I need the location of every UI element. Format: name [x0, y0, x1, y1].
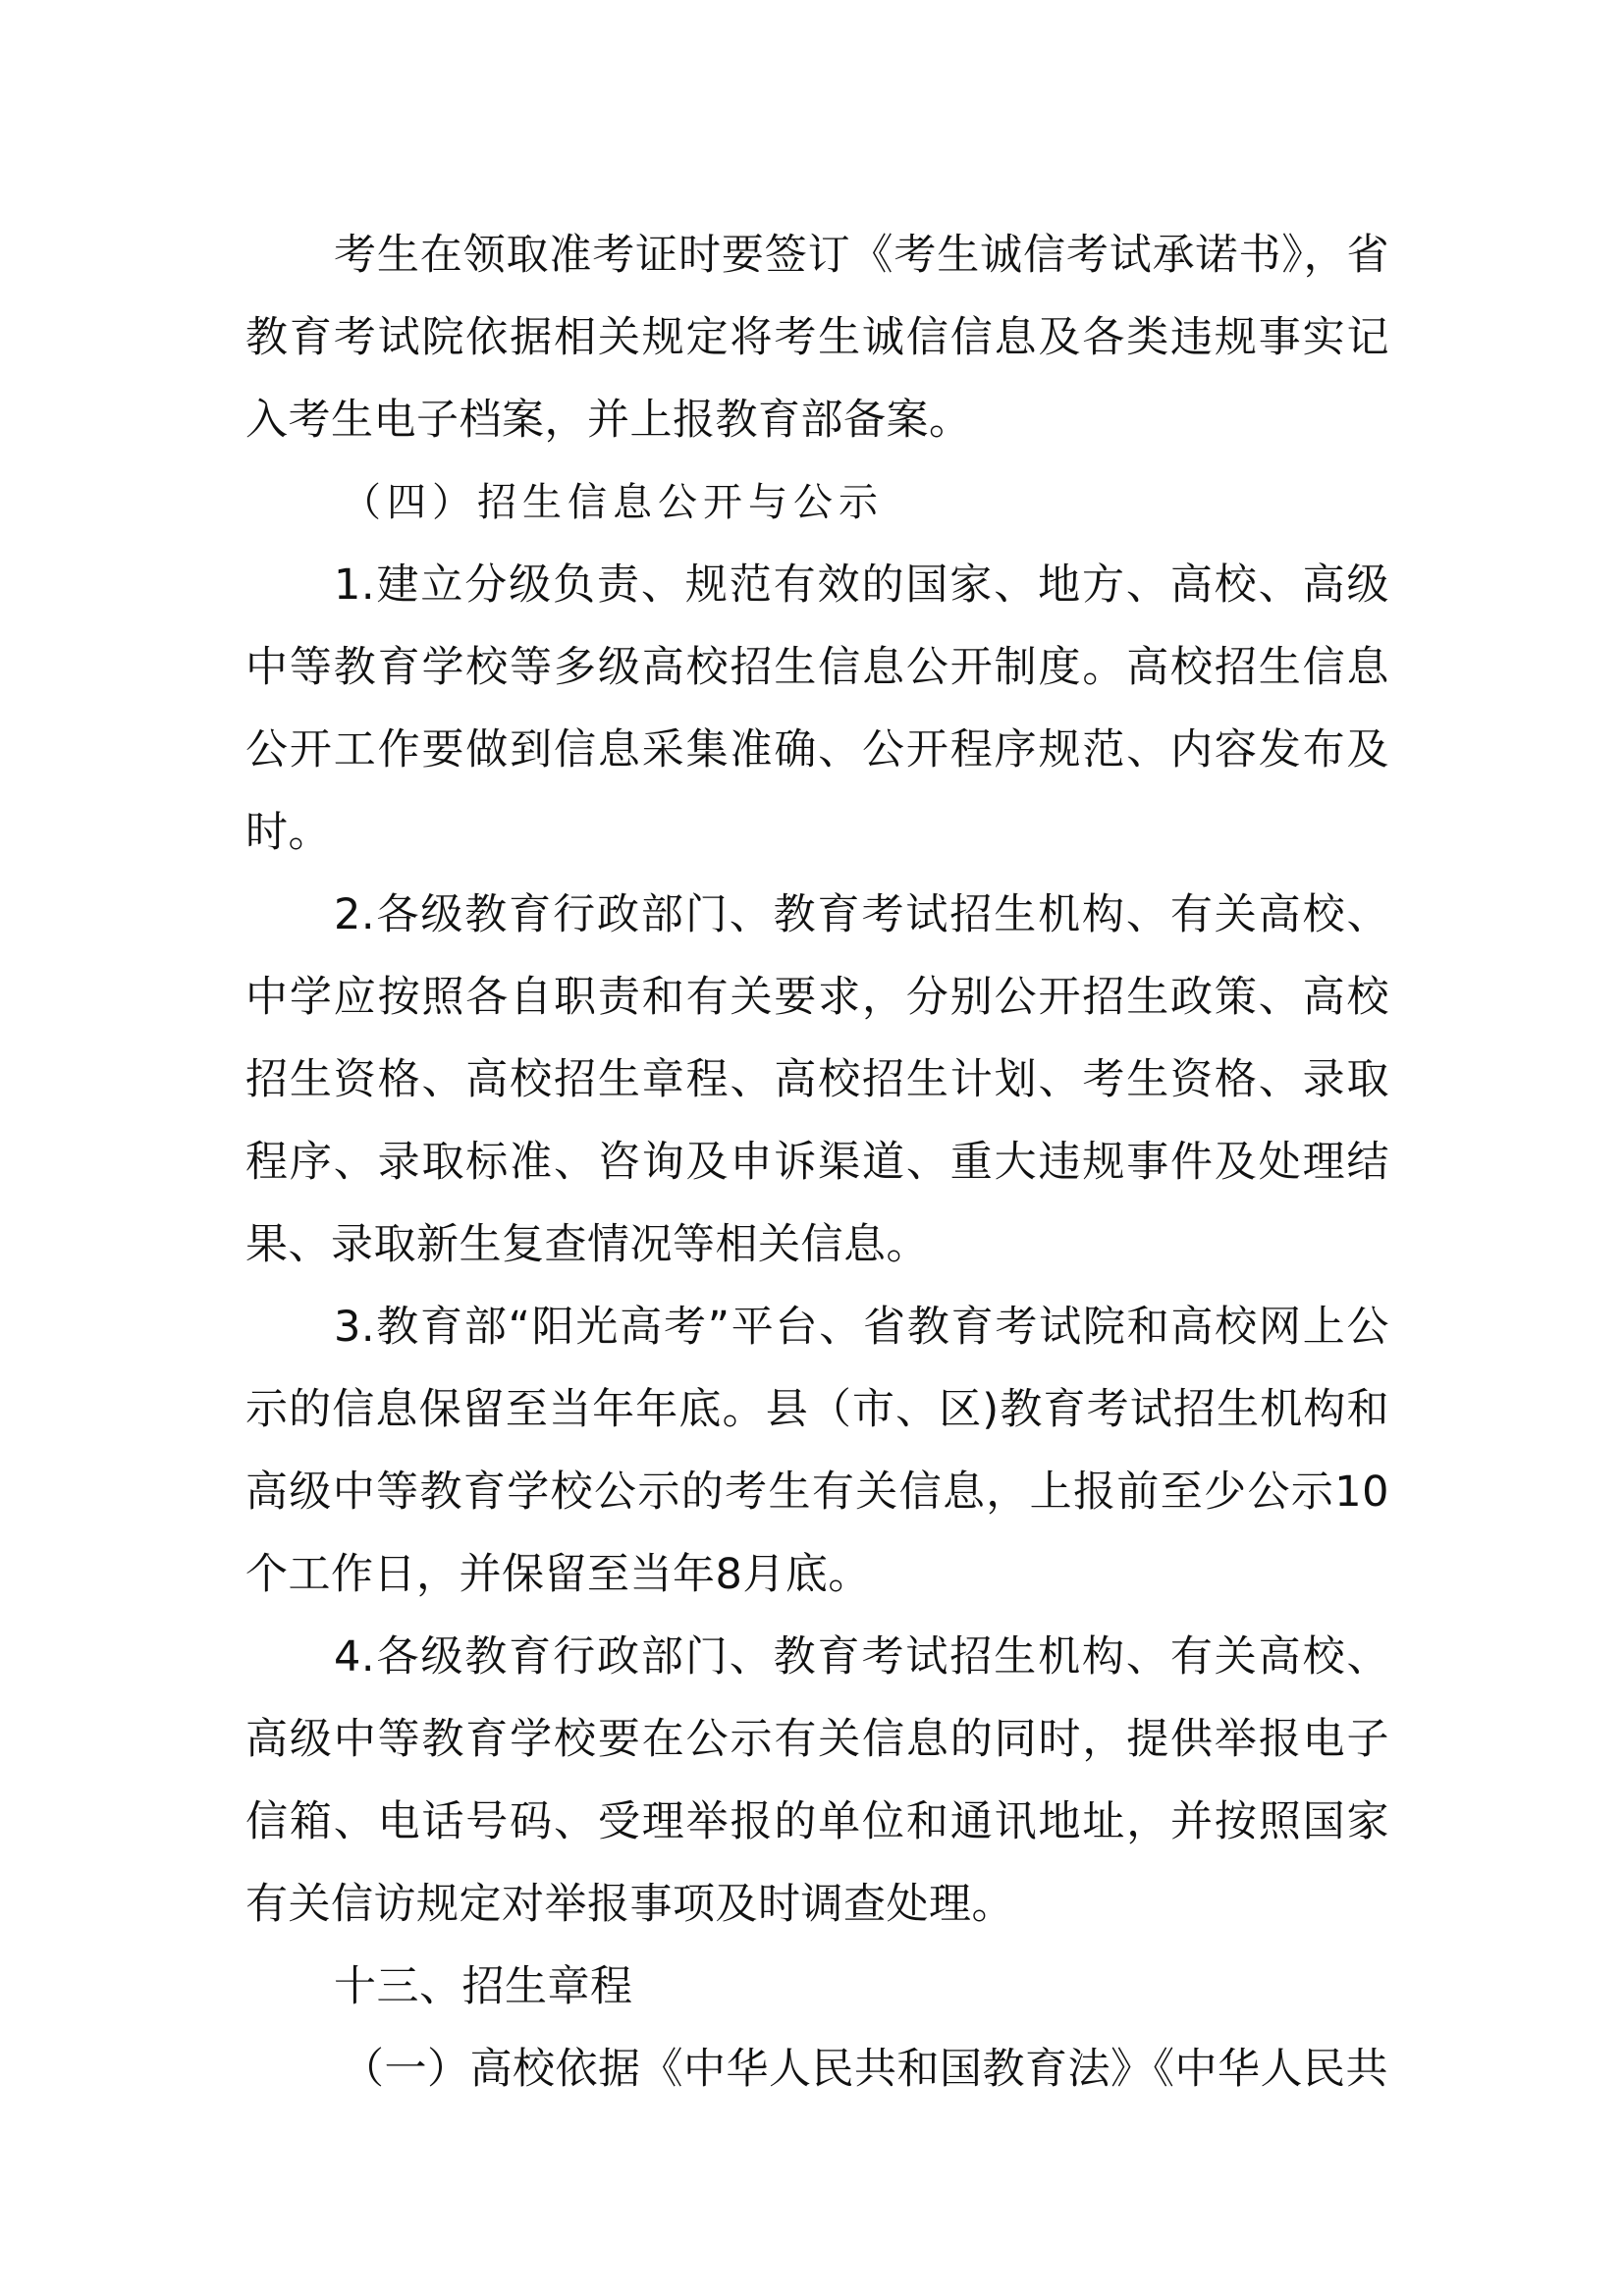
paragraph-item-3: 3.教育部“阳光高考”平台、省教育考试院和高校网上公示的信息保留至当年年底。县（市、区)教育考试招生机构和高级中等教育学校公示的考生有关信息，上报前至少公示10个工作日，并保留至当年8月底。	[245, 1303, 1389, 1599]
paragraph-integrity-pledge: 考生在领取准考证时要签订《考生诚信考试承诺书》，省教育考试院依据相关规定将考生诚信信息及各类违规事实记入考生电子档案，并上报教育部备案。	[245, 231, 1389, 445]
paragraph-item-4: 4.各级教育行政部门、教育考试招生机构、有关高校、高级中等教育学校要在公示有关信息的同时，提供举报电子信箱、电话号码、受理举报的单位和通讯地址，并按照国家有关信访规定对举报事项及时调查处理。	[245, 1632, 1389, 1929]
paragraph-clause-1: （一）高校依据《中华人民共和国教育法》《中华人民共	[342, 2045, 1388, 2094]
section-heading-admission-charter: 十三、招生章程	[334, 1962, 633, 2011]
section-subheading-info-disclosure: （四）招生信息公开与公示	[342, 480, 884, 525]
paragraph-item-2: 2.各级教育行政部门、教育考试招生机构、有关高校、中学应按照各自职责和有关要求，分别公开招生政策、高校招生资格、高校招生章程、高校招生计划、考生资格、录取程序、录取标准、咨询及申诉渠道、重大违规事件及处理结果、录取新生复查情况等相关信息。	[245, 890, 1389, 1269]
document-body	[245, 214, 1389, 2110]
paragraph-item-1: 1.建立分级负责、规范有效的国家、地方、高校、高级中等教育学校等多级高校招生信息公开制度。高校招生信息公开工作要做到信息采集准确、公开程序规范、内容发布及时。	[245, 561, 1389, 857]
